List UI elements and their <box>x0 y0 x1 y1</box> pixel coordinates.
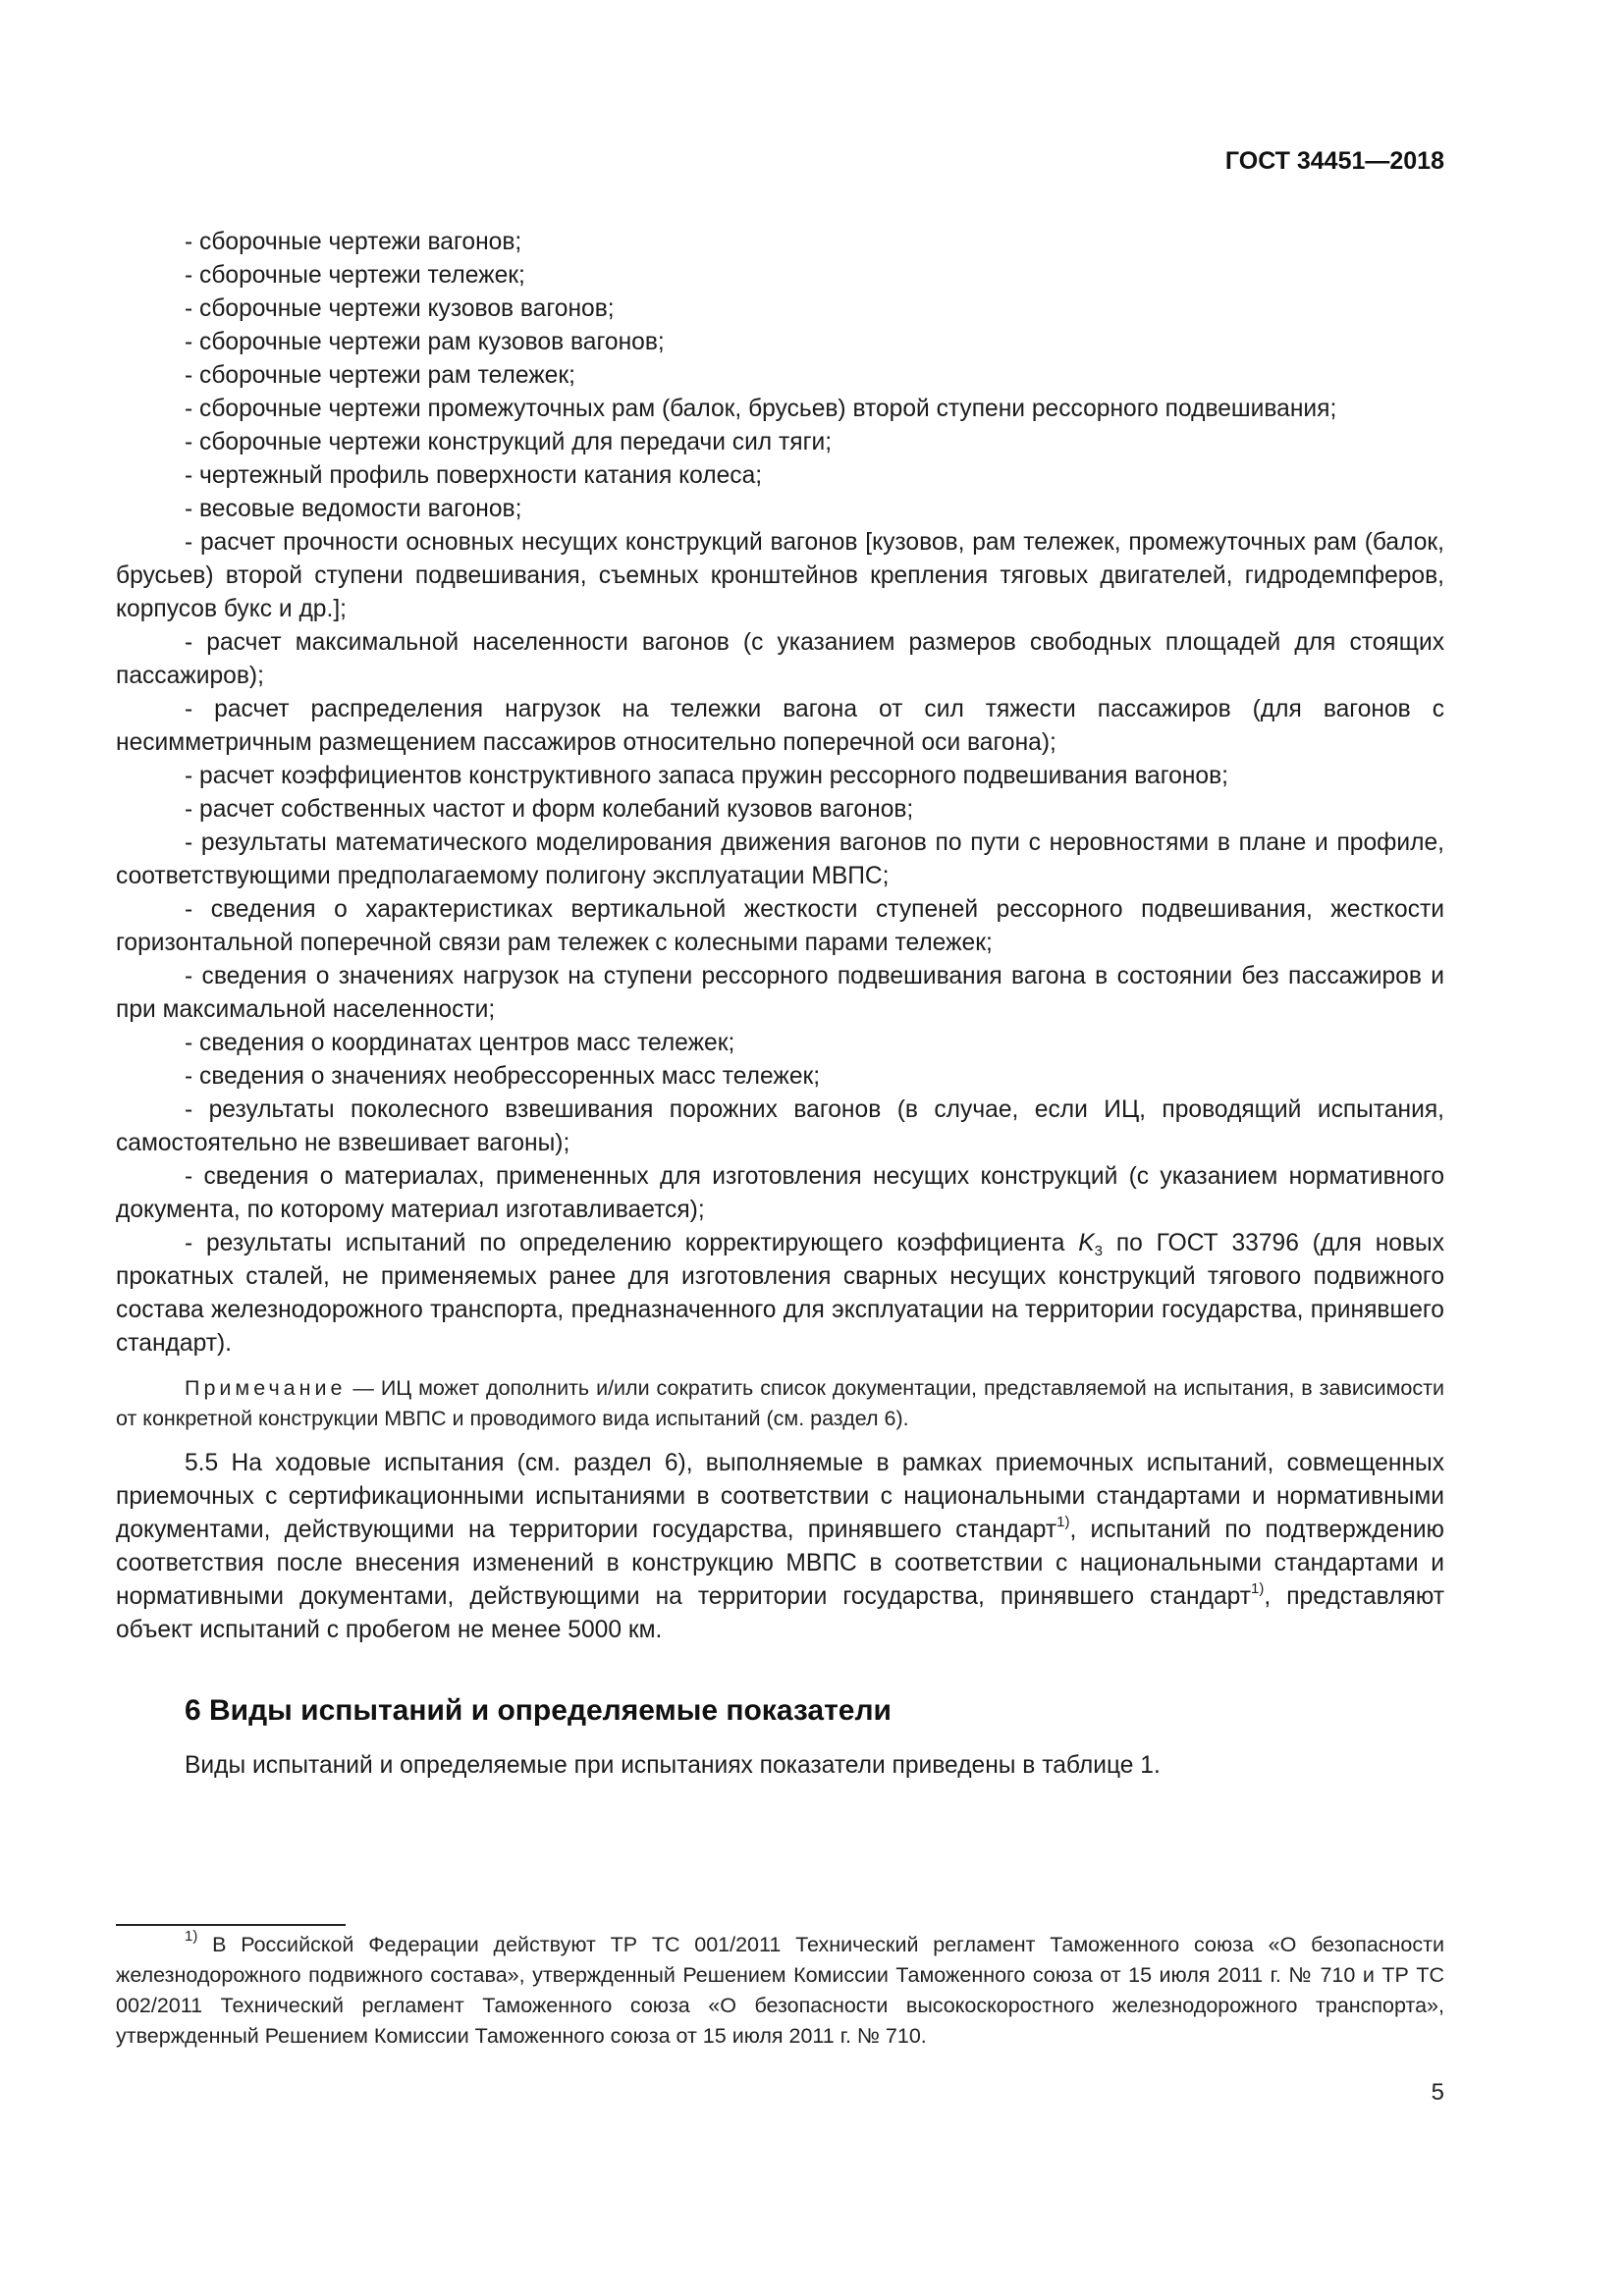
list-item-k3 <box>116 1227 1444 1361</box>
list-item: - расчет коэффициентов конструктивного запаса пружин рессорного подвешивания вагонов; <box>185 763 1228 789</box>
list-item: - сборочные чертежи промежуточных рам (балок, брусьев) второй ступени рессорного подвешивания; <box>185 396 1337 422</box>
footnote-mark: 1) <box>185 1928 198 1945</box>
list-item: - результаты математического моделирования движения вагонов по пути с неровностями в плане и профиле, соответствующими предполагаемому полигону эксплуатации МВПС; <box>116 829 1444 889</box>
paragraph-5-5 <box>116 1447 1444 1647</box>
footnote <box>116 1930 1444 2052</box>
list-item: - сборочные чертежи тележек; <box>185 262 525 289</box>
documentation-list <box>116 226 1444 1361</box>
list-item: - сведения о значениях нагрузок на ступени рессорного подвешивания вагона в состоянии без пассажиров и при максимальной населенности; <box>116 963 1444 1023</box>
list-item-k3-after: по ГОСТ 33796 (для новых прокатных сталей, не применяемых ранее для изготовления сварных несущих конструкций тягового подвижного состава железнодорожного транспорта, предназначенного для эксплуатации на территории государства, принявшего стандарт). <box>116 1230 1445 1357</box>
k-coefficient-symbol: K <box>1078 1230 1095 1256</box>
list-item: - результаты поколесного взвешивания порожних вагонов (в случае, если ИЦ, проводящий испытания, самостоятельно не взвешивает вагоны); <box>116 1096 1444 1156</box>
list-item-k3-before: - результаты испытаний по определению корректирующего коэффициента <box>185 1230 1079 1256</box>
footnote-reference: 1) <box>1056 1514 1070 1530</box>
list-item: - весовые ведомости вагонов; <box>185 496 522 522</box>
document-header: ГОСТ 34451—2018 <box>1224 147 1444 175</box>
list-item: - расчет собственных частот и форм колебаний кузовов вагонов; <box>185 796 914 823</box>
list-item: - расчет прочности основных несущих конструкций вагонов [кузовов, рам тележек, промежуточных рам (балок, брусьев) второй ступени подвешивания, съемных кронштейнов крепления тяговых двигателей, гидродемпферов, корпусов букс и др.]; <box>116 529 1444 622</box>
paragraph-5-5-part3: , представляют объект испытаний с пробегом не менее 5000 км. <box>116 1583 1445 1643</box>
paragraph-5-5-part1: 5.5 На ходовые испытания (см. раздел 6), выполняемые в рамках приемочных испытаний, совмещенных приемочных с сертификационными испытаниями в соответствии с национальными стандартами и нормативными документами, действующими на территории государства, принявшего стандарт <box>116 1450 1444 1543</box>
footnote-reference: 1) <box>1251 1580 1265 1597</box>
document-body <box>116 226 1444 1783</box>
note-text: — ИЦ может дополнить и/или сократить список документации, представляемой на испытания, в зависимости от конкретной конструкции МВПС и проводимого вида испытаний (см. раздел 6). <box>116 1376 1444 1430</box>
list-item: - чертежный профиль поверхности катания колеса; <box>185 462 763 489</box>
section-6-text: Виды испытаний и определяемые при испытаниях показатели приведены в таблице 1. <box>185 1752 1161 1779</box>
k-coefficient-subscript: 3 <box>1094 1243 1103 1259</box>
list-item: - расчет максимальной населенности вагонов (с указанием размеров свободных площадей для стоящих пассажиров); <box>116 629 1444 689</box>
list-item: - сборочные чертежи рам тележек; <box>185 362 575 389</box>
footnote-divider <box>116 1924 346 1926</box>
footnote-text: В Российской Федерации действуют ТР ТС 001/2011 Технический регламент Таможенного союза «О безопасности железнодорожного подвижного состава», утвержденный Решением Комиссии Таможенного союза от 15 июля 2011 г. № 710 и ТР ТС 002/2011 Технический регламент Таможенного союза «О безопасности высокоскоростного железнодорожного транспорта», утвержденный Решением Комиссии Таможенного союза от 15 июля 2011 г. № 710. <box>116 1933 1444 2048</box>
list-item: - сборочные чертежи конструкций для передачи сил тяги; <box>185 429 833 455</box>
note-label: Примечание <box>185 1376 347 1400</box>
list-item: - сведения о координатах центров масс тележек; <box>185 1030 735 1056</box>
page-number: 5 <box>1431 2079 1444 2106</box>
list-item: - расчет распределения нагрузок на тележки вагона от сил тяжести пассажиров (для вагонов с несимметричным размещением пассажиров относительно поперечной оси вагона); <box>116 696 1444 756</box>
paragraph-5-5-part2: , испытаний по подтверждению соответствия после внесения изменений в конструкцию МВПС в соответствии с национальными стандартами и нормативными документами, действующими на территории государства, принявшего стандарт <box>116 1517 1444 1610</box>
note-block <box>116 1373 1444 1434</box>
list-item: - сборочные чертежи кузовов вагонов; <box>185 295 615 322</box>
list-item: - сведения о материалах, примененных для изготовления несущих конструкций (с указанием нормативного документа, по которому материал изготавливается); <box>116 1163 1444 1223</box>
list-item: - сведения о характеристиках вертикальной жесткости ступеней рессорного подвешивания, жесткости горизонтальной поперечной связи рам тележек с колесными парами тележек; <box>116 896 1444 956</box>
list-item: - сведения о значениях необрессоренных масс тележек; <box>185 1063 821 1090</box>
section-6-heading: 6 Виды испытаний и определяемые показатели <box>185 1694 892 1727</box>
list-item: - сборочные чертежи вагонов; <box>185 229 522 255</box>
list-item: - сборочные чертежи рам кузовов вагонов; <box>185 329 665 355</box>
